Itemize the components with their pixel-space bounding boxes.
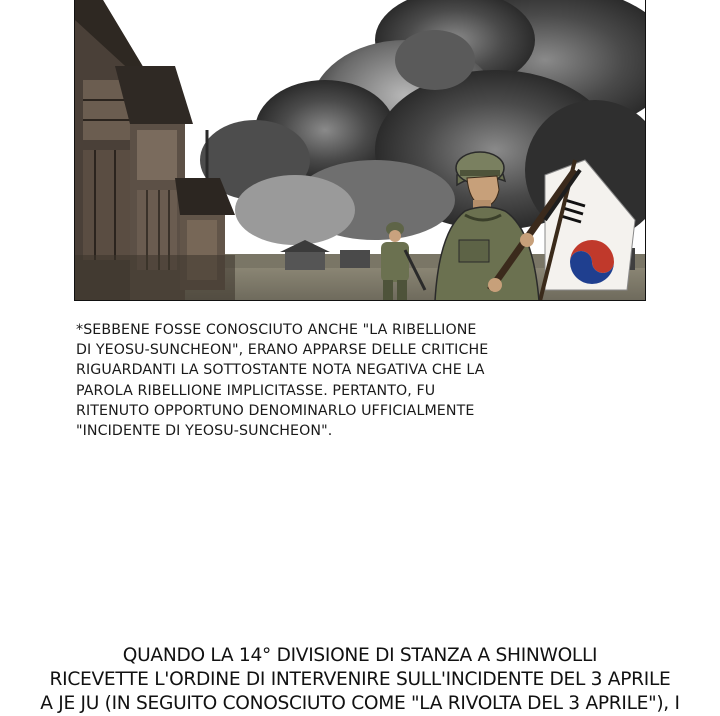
comic-illustration: [75, 0, 646, 301]
comic-panel: [74, 0, 646, 301]
footnote-line: RIGUARDANTI LA SOTTOSTANTE NOTA NEGATIVA CHE LA: [76, 362, 485, 379]
narration-text: [0, 644, 720, 716]
footnote-line: RITENUTO OPPORTUNO DENOMINARLO UFFICIALMENTE: [76, 402, 475, 419]
footnote-line: DI YEOSU-SUNCHEON", ERANO APPARSE DELLE CRITICHE: [76, 342, 489, 359]
footnote-line: "INCIDENTE DI YEOSU-SUNCHEON".: [76, 423, 333, 440]
footnote-caption: [76, 320, 546, 441]
narration-line: QUANDO LA 14° DIVISIONE DI STANZA A SHINWOLLI: [122, 645, 598, 666]
narration-line: RICEVETTE L'ORDINE DI INTERVENIRE SULL'INCIDENTE DEL 3 APRILE: [49, 669, 671, 690]
footnote-line: PAROLA RIBELLIONE IMPLICITASSE. PERTANTO, FU: [76, 382, 436, 399]
footnote-line: *SEBBENE FOSSE CONOSCIUTO ANCHE "LA RIBELLIONE: [76, 322, 477, 338]
narration-line: A JE JU (IN SEGUITO CONOSCIUTO COME "LA RIVOLTA DEL 3 APRILE"), I: [40, 693, 680, 714]
